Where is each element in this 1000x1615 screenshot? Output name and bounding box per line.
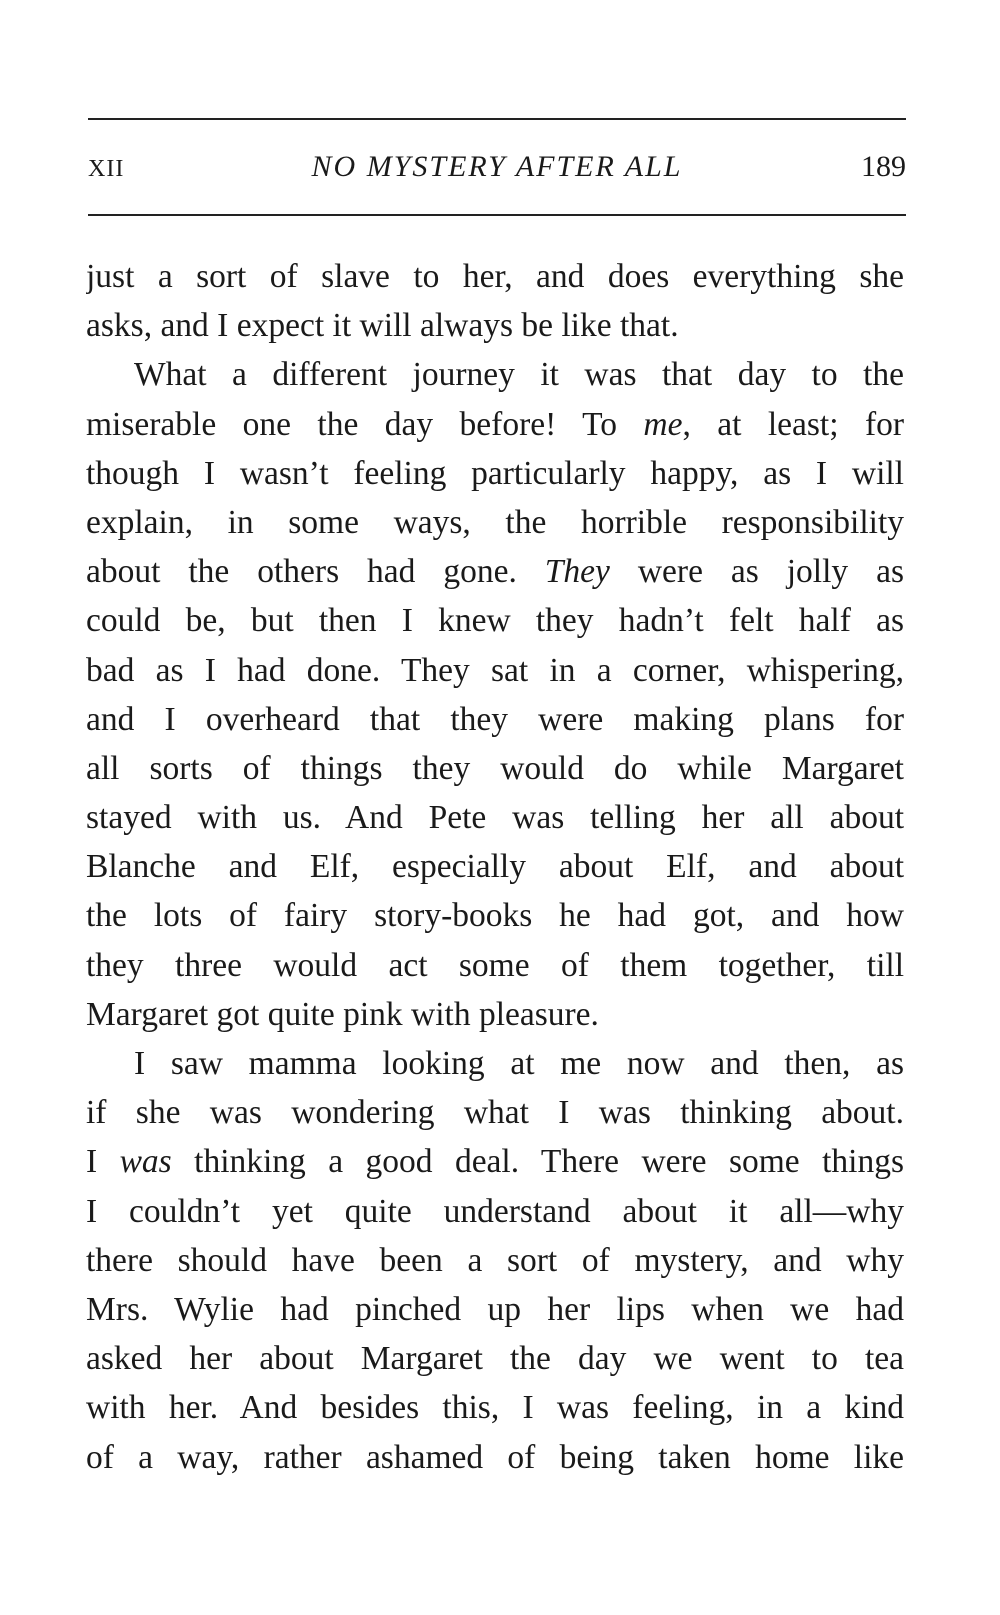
text-segment: about the others had gone. [86, 553, 545, 591]
header-bottom-rule [88, 214, 906, 216]
text-line: asks, and I expect it will always be like that. [86, 307, 679, 345]
text-line: Margaret got quite pink with pleasure. [86, 995, 599, 1033]
page-body [86, 252, 904, 1482]
text-line: if she was wondering what I was thinking about. [86, 1094, 904, 1132]
chapter-title: NO MYSTERY AFTER ALL [311, 150, 683, 183]
text-segment: were as jolly as [609, 553, 904, 591]
text-line: What a different journey it was that day to the [134, 356, 904, 394]
text-line: Blanche and Elf, especially about Elf, and about [86, 848, 904, 886]
emphasis: They [544, 553, 610, 591]
text-line: asked her about Margaret the day we went to tea [86, 1340, 904, 1378]
text-line: there should have been a sort of mystery, and why [86, 1241, 904, 1279]
text-line: of a way, rather ashamed of being taken home like [86, 1438, 904, 1476]
text-line [86, 547, 904, 596]
text-line: and I overheard that they were making plans for [86, 700, 904, 738]
text-line: could be, but then I knew they hadn’t felt half as [86, 602, 904, 640]
text-line: the lots of fairy story-books he had got, and how [86, 897, 904, 935]
text-line: just a sort of slave to her, and does everything she [86, 258, 904, 295]
header-top-rule [88, 118, 906, 120]
text-line [86, 400, 904, 449]
emphasis: was [119, 1143, 172, 1181]
chapter-number: XII [88, 156, 125, 182]
text-line: with her. And besides this, I was feeling, in a kind [86, 1389, 904, 1427]
text-line: bad as I had done. They sat in a corner, whispering, [86, 651, 904, 689]
text-segment: thinking a good deal. There were some things [171, 1143, 904, 1181]
text-line [86, 1137, 904, 1186]
text-segment: miserable one the day before! To [86, 405, 644, 443]
text-line: explain, in some ways, the horrible responsibility [86, 503, 904, 541]
text-line: stayed with us. And Pete was telling her all about [86, 799, 904, 837]
page-number: 189 [861, 150, 906, 183]
text-line: Mrs. Wylie had pinched up her lips when we had [86, 1290, 904, 1328]
text-segment: , at least; for [682, 405, 904, 443]
emphasis: me [643, 405, 683, 443]
text-segment: I [86, 1143, 120, 1181]
running-header [88, 150, 906, 194]
text-line: they three would act some of them together, till [86, 946, 904, 984]
text-line: I saw mamma looking at me now and then, as [134, 1045, 904, 1082]
text-line: though I wasn’t feeling particularly happy, as I will [86, 454, 904, 492]
text-line: I couldn’t yet quite understand about it all—why [86, 1192, 904, 1230]
text-line: all sorts of things they would do while Margaret [86, 749, 904, 787]
